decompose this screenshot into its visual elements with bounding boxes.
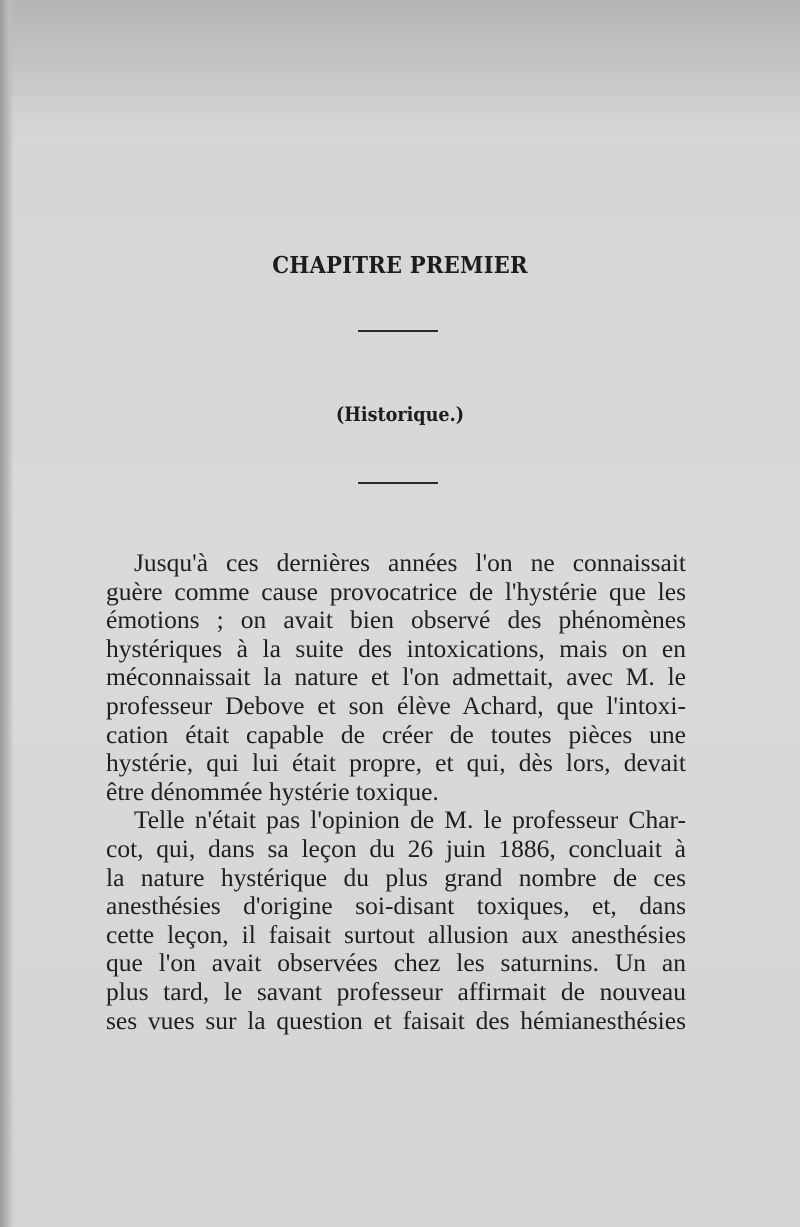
page-top-shadow [0, 0, 800, 120]
text-line: hystériques à la suite des intoxications, mais on en [106, 633, 686, 663]
text-line: plus tard, le savant professeur affirmait de nouveau [106, 976, 686, 1006]
text-line: professeur Debove et son élève Achard, que l'intoxi- [106, 690, 686, 720]
section-subtitle: (Historique.) [335, 402, 465, 426]
text-line: être dénommée hystérie toxique. [106, 776, 439, 806]
text-line: émotions ; on avait bien observé des phénomènes [106, 605, 686, 635]
text-line: anesthésies d'origine soi-disant toxiques, et, dans [106, 891, 686, 921]
paragraph-1 [106, 549, 686, 806]
text-line: Jusqu'à ces dernières années l'on ne connaissait [134, 548, 686, 577]
text-line: méconnaissait la nature et l'on admettait, avec M. le [106, 662, 686, 692]
page-binding-edge [0, 0, 14, 1227]
title-divider-bottom [358, 482, 438, 484]
paragraph-2 [106, 806, 686, 1035]
text-line: Telle n'était pas l'opinion de M. le professeur Char- [134, 805, 686, 835]
text-line: guère comme cause provocatrice de l'hystérie que les [106, 576, 686, 606]
body-text [106, 549, 686, 1035]
text-line: la nature hystérique du plus grand nombre de ces [106, 862, 686, 892]
title-divider-top [358, 330, 438, 332]
text-line: cot, qui, dans sa leçon du 26 juin 1886, concluait à [106, 833, 686, 863]
chapter-title: CHAPITRE PREMIER [272, 252, 528, 279]
text-line: cation était capable de créer de toutes pièces une [106, 719, 686, 749]
text-line: que l'on avait observées chez les saturnins. Un an [106, 948, 686, 978]
text-line: hystérie, qui lui était propre, et qui, dès lors, devait [106, 748, 686, 778]
text-line: ses vues sur la question et faisait des hémianesthésies [106, 1005, 686, 1035]
text-line: cette leçon, il faisait surtout allusion aux anesthésies [106, 919, 686, 949]
